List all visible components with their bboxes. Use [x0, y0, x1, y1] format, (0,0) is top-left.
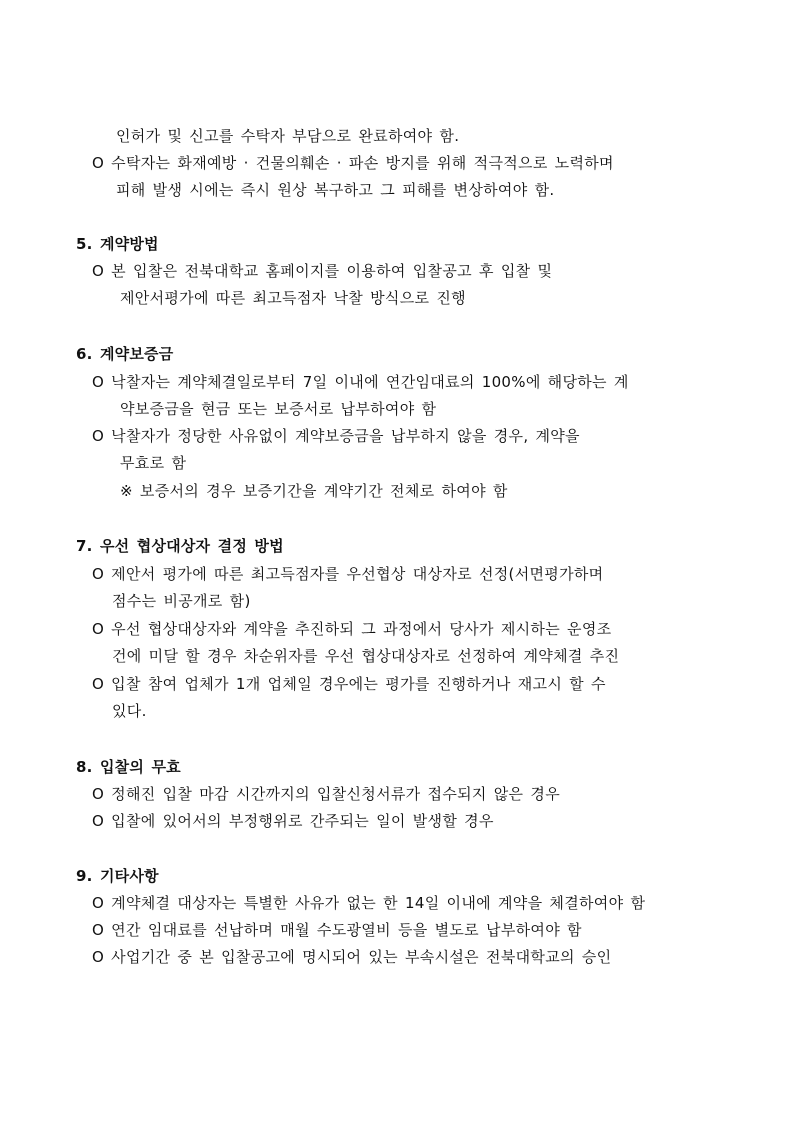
- continuation-line: 인허가 및 신고를 수탁자 부담으로 완료하여야 함.: [116, 127, 460, 145]
- section-heading-priority-negotiation: 7. 우선 협상대상자 결정 방법: [76, 537, 284, 555]
- bullet-item-continuation: 약보증금을 현금 또는 보증서로 납부하여야 함: [120, 400, 437, 418]
- bullet-item-continuation: 무효로 함: [120, 454, 187, 472]
- bullet-item: O 제안서 평가에 따른 최고득점자를 우선협상 대상자로 선정(서면평가하며: [92, 565, 604, 583]
- bullet-item: O 사업기간 중 본 입찰공고에 명시되어 있는 부속시설은 전북대학교의 승인: [92, 948, 612, 966]
- bullet-item-continuation: 피해 발생 시에는 즉시 원상 복구하고 그 피해를 변상하여야 함.: [116, 181, 555, 199]
- bullet-item: O 연간 임대료를 선납하며 매월 수도광열비 등을 별도로 납부하여야 함: [92, 921, 582, 939]
- bullet-item: O 낙찰자가 정당한 사유없이 계약보증금을 납부하지 않을 경우, 계약을: [92, 427, 580, 445]
- bullet-item-continuation: 건에 미달 할 경우 차순위자를 우선 협상대상자로 선정하여 계약체결 추진: [112, 647, 620, 665]
- bullet-item: O 낙찰자는 계약체결일로부터 7일 이내에 연간임대료의 100%에 해당하는 계: [92, 373, 629, 391]
- bullet-item: O 계약체결 대상자는 특별한 사유가 없는 한 14일 이내에 계약을 체결하여야 함: [92, 894, 646, 912]
- bullet-item-continuation: 있다.: [112, 702, 147, 720]
- section-heading-contract-method: 5. 계약방법: [76, 235, 159, 253]
- bullet-item: O 우선 협상대상자와 계약을 추진하되 그 과정에서 당사가 제시하는 운영조: [92, 620, 612, 638]
- section-heading-bid-invalidity: 8. 입찰의 무효: [76, 758, 181, 776]
- bullet-item: O 본 입찰은 전북대학교 홈페이지를 이용하여 입찰공고 후 입찰 및: [92, 262, 553, 280]
- bullet-item: O 수탁자는 화재예방 · 건물의훼손 · 파손 방지를 위해 적극적으로 노력하며: [92, 154, 614, 172]
- bullet-item-continuation: 제안서평가에 따른 최고득점자 낙찰 방식으로 진행: [120, 289, 466, 307]
- section-heading-contract-deposit: 6. 계약보증금: [76, 345, 174, 363]
- section-heading-other-matters: 9. 기타사항: [76, 867, 159, 885]
- bullet-item: O 입찰에 있어서의 부정행위로 간주되는 일이 발생할 경우: [92, 812, 494, 830]
- note-line: ※ 보증서의 경우 보증기간을 계약기간 전체로 하여야 함: [120, 482, 508, 500]
- bullet-item-continuation: 점수는 비공개로 함): [112, 592, 251, 610]
- bullet-item: O 입찰 참여 업체가 1개 업체일 경우에는 평가를 진행하거나 재고시 할 수: [92, 675, 606, 693]
- bullet-item: O 정해진 입찰 마감 시간까지의 입찰신청서류가 접수되지 않은 경우: [92, 785, 560, 803]
